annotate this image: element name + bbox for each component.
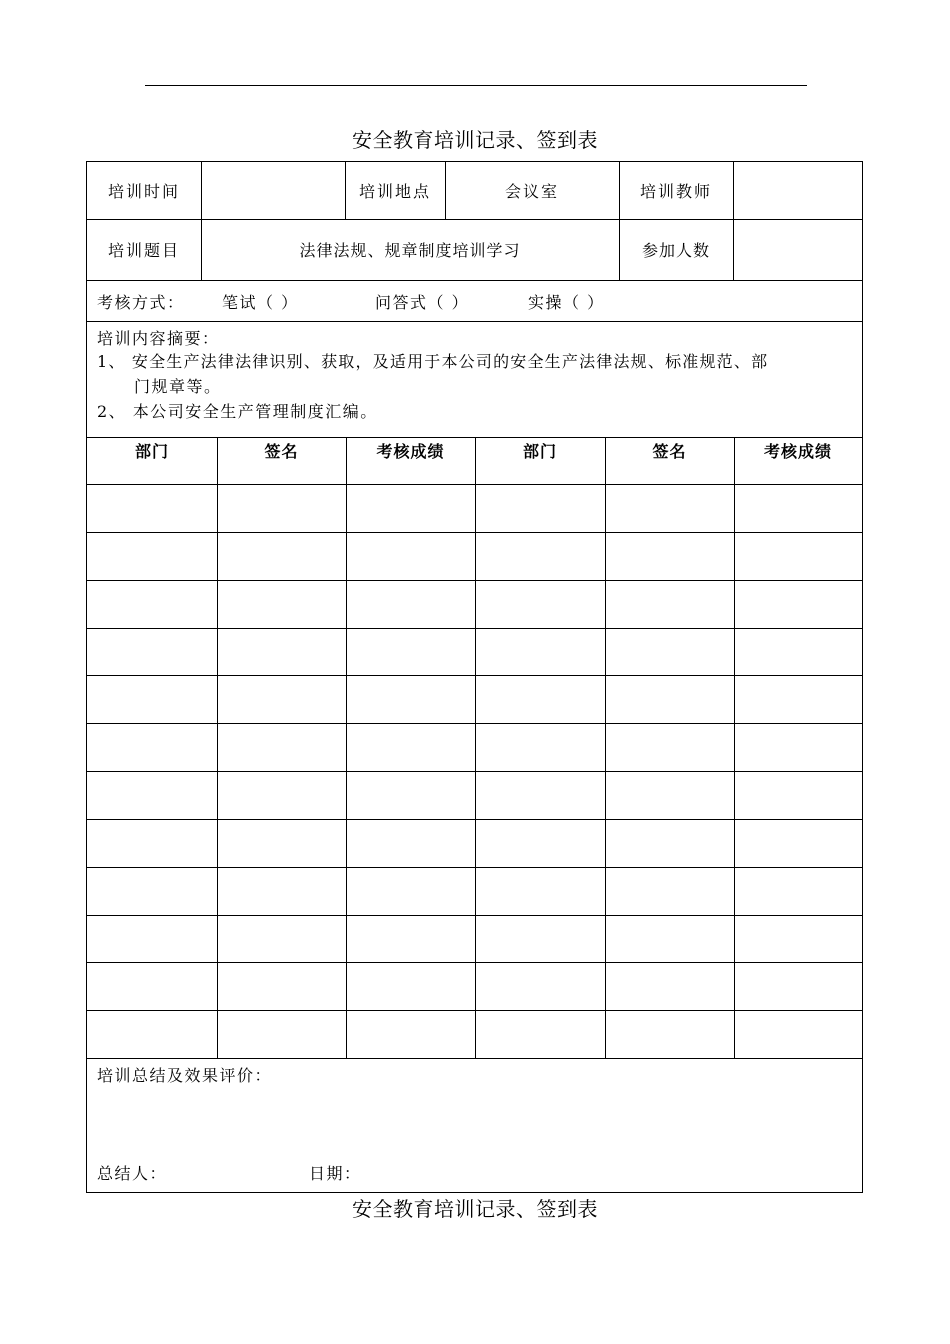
table-cell[interactable] [87,580,217,628]
table-cell[interactable] [734,915,862,963]
table-cell[interactable] [734,867,862,915]
table-cell[interactable] [87,962,217,1010]
table-cell[interactable] [475,962,605,1010]
table-cell[interactable] [734,723,862,771]
attendees-label: 参加人数 [641,241,710,260]
table-header-cell: 考核成绩 [763,442,832,461]
table-cell[interactable] [475,628,605,676]
table-cell[interactable] [217,484,346,532]
table-cell[interactable] [605,1010,734,1058]
row-divider [87,1058,862,1059]
table-cell[interactable] [475,484,605,532]
table-cell[interactable] [87,819,217,867]
table-cell[interactable] [475,1010,605,1058]
table-cell[interactable] [475,580,605,628]
table-cell[interactable] [734,580,862,628]
table-cell[interactable] [87,675,217,723]
table-cell[interactable] [217,675,346,723]
training-location-label: 培训地点 [358,182,431,201]
table-cell[interactable] [217,771,346,819]
table-cell[interactable] [217,628,346,676]
evaluation-label: 培训总结及效果评价： [97,1066,273,1085]
row-divider [87,321,862,322]
assessment-qa-option[interactable]: 问答式（ ） [375,293,470,312]
training-time-label: 培训时间 [107,182,180,201]
table-cell[interactable] [217,915,346,963]
table-cell[interactable] [346,1010,475,1058]
table-cell[interactable] [346,675,475,723]
table-cell[interactable] [475,867,605,915]
table-cell[interactable] [87,484,217,532]
table-cell[interactable] [475,675,605,723]
table-header-cell: 部门 [522,442,557,461]
date-label: 日期： [309,1164,362,1183]
training-topic-label: 培训题目 [107,241,180,260]
table-cell[interactable] [346,867,475,915]
training-topic-field[interactable]: 法律法规、规章制度培训学习 [299,241,521,260]
table-cell[interactable] [605,532,734,580]
table-cell[interactable] [605,580,734,628]
footer-title: 安全教育培训记录、签到表 [352,1197,598,1221]
table-cell[interactable] [605,771,734,819]
table-cell[interactable] [346,819,475,867]
table-cell[interactable] [605,962,734,1010]
table-cell[interactable] [87,628,217,676]
table-cell[interactable] [734,771,862,819]
table-cell[interactable] [346,915,475,963]
table-header-cell: 签名 [264,442,299,461]
summarizer-label: 总结人： [97,1164,168,1183]
table-cell[interactable] [734,1010,862,1058]
table-cell[interactable] [217,532,346,580]
table-cell[interactable] [475,532,605,580]
table-cell[interactable] [87,915,217,963]
summary-label: 培训内容摘要： [97,329,220,348]
table-cell[interactable] [605,628,734,676]
row-divider [87,280,862,281]
assessment-written-option[interactable]: 笔试（ ） [222,293,299,312]
table-cell[interactable] [475,819,605,867]
attendees-field[interactable] [733,219,862,280]
table-cell[interactable] [87,723,217,771]
table-cell[interactable] [734,532,862,580]
summary-item-1: 1、 安全生产法律法律识别、获取，及适用于本公司的安全生产法律法规、标准规范、部 [97,352,769,371]
table-cell[interactable] [734,819,862,867]
summary-item-2: 2、 本公司安全生产管理制度汇编。 [97,402,378,421]
table-cell[interactable] [217,819,346,867]
table-cell[interactable] [217,962,346,1010]
table-cell[interactable] [346,723,475,771]
table-cell[interactable] [475,723,605,771]
table-cell[interactable] [87,1010,217,1058]
table-cell[interactable] [217,1010,346,1058]
assessment-practical-option[interactable]: 实操（ ） [528,293,605,312]
training-record-form [86,161,863,1193]
table-cell[interactable] [87,867,217,915]
table-cell[interactable] [217,580,346,628]
training-teacher-field[interactable] [733,162,862,219]
table-cell[interactable] [734,675,862,723]
training-teacher-label: 培训教师 [639,182,712,201]
table-cell[interactable] [87,771,217,819]
table-cell[interactable] [346,628,475,676]
summary-item-1-continued: 门规章等。 [134,377,222,396]
table-cell[interactable] [605,723,734,771]
table-cell[interactable] [217,723,346,771]
table-cell[interactable] [605,819,734,867]
table-cell[interactable] [734,962,862,1010]
table-cell[interactable] [605,915,734,963]
table-header-cell: 签名 [652,442,687,461]
table-cell[interactable] [734,484,862,532]
table-cell[interactable] [605,675,734,723]
table-cell[interactable] [346,580,475,628]
table-cell[interactable] [346,484,475,532]
table-cell[interactable] [475,771,605,819]
table-header-cell: 部门 [134,442,169,461]
table-cell[interactable] [605,484,734,532]
table-cell[interactable] [346,532,475,580]
table-cell[interactable] [87,532,217,580]
table-cell[interactable] [475,915,605,963]
table-header-cell: 考核成绩 [376,442,445,461]
training-location-field[interactable]: 会议室 [504,182,559,201]
table-cell[interactable] [346,771,475,819]
page-title: 安全教育培训记录、签到表 [352,128,598,152]
table-cell[interactable] [217,867,346,915]
table-cell[interactable] [346,962,475,1010]
header-rule [145,85,807,86]
training-time-field[interactable] [201,162,345,219]
assessment-label: 考核方式： [97,293,185,312]
table-cell[interactable] [605,867,734,915]
table-cell[interactable] [734,628,862,676]
